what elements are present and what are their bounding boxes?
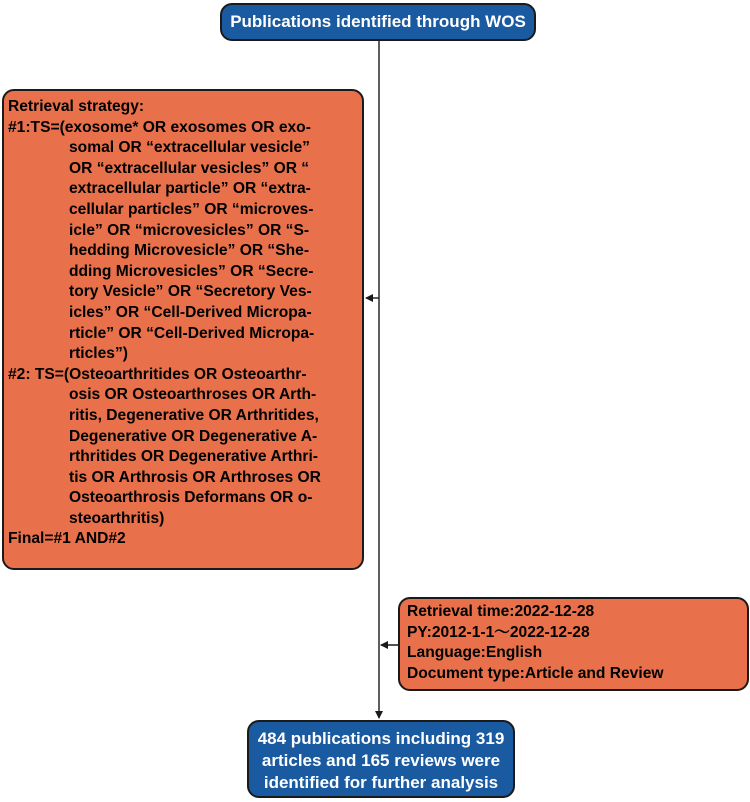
result-line: 484 publications including 319 <box>257 729 505 748</box>
result-line: articles and 165 reviews were <box>261 751 501 770</box>
strategy-heading: Retrieval strategy: <box>8 98 145 115</box>
retrieval-strategy-node <box>2 89 364 570</box>
result-line: identified for further analysis <box>263 773 499 792</box>
query-1-line: hedding Microvesicle” OR “She- <box>69 242 310 260</box>
query-1-line: cellular particles” OR “microves- <box>69 200 314 218</box>
query-2-line: ritis, Degenerative OR Arthritides, <box>69 406 319 424</box>
query-1-line: icles” OR “Cell-Derived Micropa- <box>69 303 312 321</box>
top-node-wos <box>220 3 536 41</box>
query-1-line: rticles”) <box>69 345 128 363</box>
query-1-line: tory Vesicle” OR “Secretory Ves- <box>69 283 312 301</box>
retrieval-time: Retrieval time:2022-12-28 <box>407 603 595 620</box>
query-2-line: #2: TS=(Osteoarthritides OR Osteoarthr- <box>8 365 307 383</box>
query-2-line: rthritides OR Degenerative Arthri- <box>69 448 318 466</box>
query-1-line: rticle” OR “Cell-Derived Micropa- <box>69 324 315 342</box>
query-2-line: steoarthritis) <box>69 509 165 527</box>
query-2-line: Degenerative OR Degenerative A- <box>69 427 318 445</box>
query-2-line: osis OR Osteoarthroses OR Arth- <box>69 386 317 404</box>
document-type: Document type:Article and Review <box>407 664 664 682</box>
query-1-line: dding Microvesicles” OR “Secre- <box>69 262 314 280</box>
result-node <box>247 720 515 798</box>
final-query: Final=#1 AND#2 <box>8 530 126 548</box>
query-2-line: tis OR Arthrosis OR Arthroses OR <box>69 468 321 486</box>
top-node-label: Publications identified through WOS <box>230 12 526 31</box>
query-1-line: OR “extracellular vesicles” OR “ <box>69 159 310 177</box>
publication-year-range: PY:2012-1-1～2022-12-28 <box>407 623 590 641</box>
inclusion-criteria-node <box>398 597 749 691</box>
query-1-line: #1:TS=(exosome* OR exosomes OR exo- <box>8 118 311 136</box>
language: Language:English <box>407 644 543 662</box>
query-1-line: icle” OR “microvesicles” OR “S- <box>69 221 310 239</box>
query-1-line: somal OR “extracellular vesicle” <box>69 139 310 157</box>
query-2-line: Osteoarthrosis Deformans OR o- <box>69 489 313 507</box>
query-1-line: extracellular particle” OR “extra- <box>69 180 311 198</box>
